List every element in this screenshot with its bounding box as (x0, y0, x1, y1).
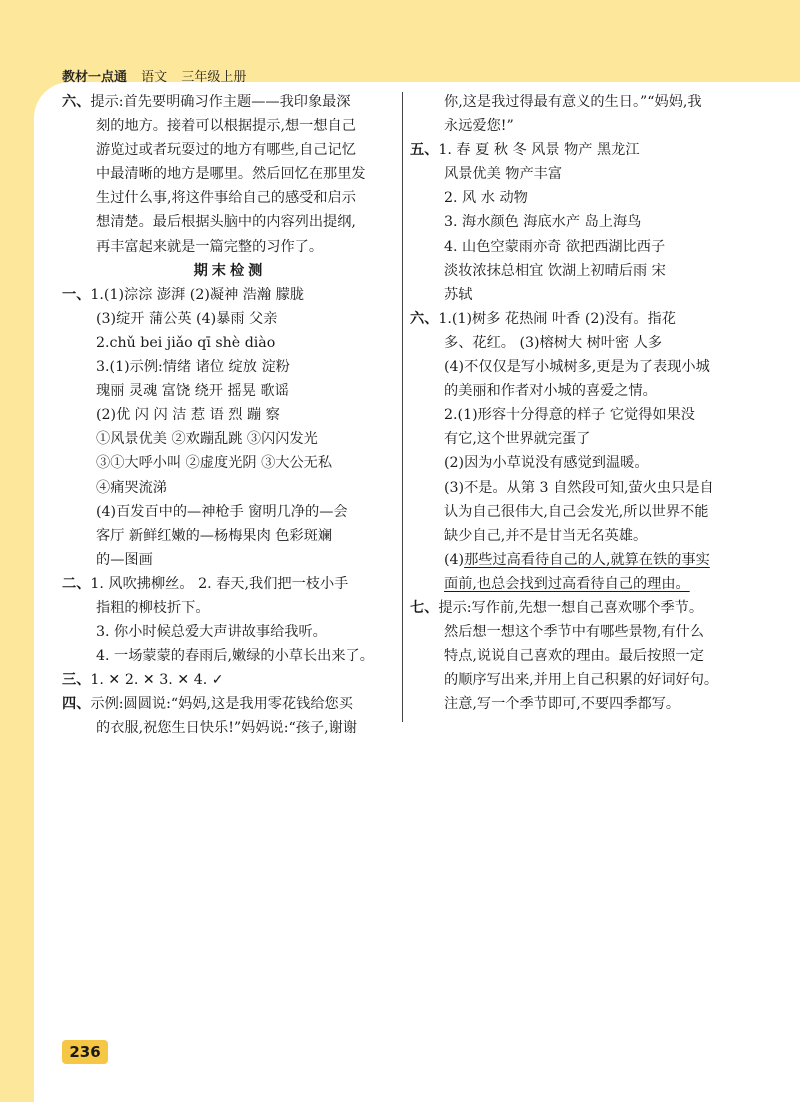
answer-line: 的顺序写出来,并用上自己积累的好词好句。 (444, 672, 719, 689)
answer-line: 有它,这个世界就完蛋了 (444, 431, 591, 448)
answer-line: 3.(1)示例:情绪 诸位 绽放 淀粉 (96, 359, 290, 376)
right-column (410, 90, 744, 716)
answer-line: 2.chǔ bei jiǎo qī shè diào (96, 334, 276, 351)
answer-line: (2)因为小草说没有感觉到温暖。 (444, 455, 649, 472)
answer-line: 3. 海水颜色 海底水产 岛上海鸟 (444, 214, 642, 231)
answer-line: 风景优美 物产丰富 (444, 166, 563, 183)
answer-line: ④痛哭流涕 (96, 479, 167, 496)
page-number: 236 (62, 1040, 108, 1064)
answer-line: (4)不仅仅是写小城树多,更是为了表现小城 (444, 359, 710, 376)
answer-line: 认为自己很伟大,自己会发光,所以世界不能 (444, 503, 709, 520)
question-label: 三、 (62, 672, 91, 689)
grade-label: 三年级上册 (181, 70, 247, 85)
subject-label: 语文 (141, 70, 168, 85)
question-label: 七、 (410, 599, 439, 616)
answer-line: 3. 你小时候总爱大声讲故事给我听。 (96, 624, 327, 641)
answer-line: 4. 一场蒙蒙的春雨后,嫩绿的小草长出来了。 (96, 648, 374, 665)
question-label: 六、 (62, 94, 91, 110)
answer-line: 2.(1)形容十分得意的样子 它觉得如果没 (444, 407, 695, 424)
answer-line: ①风景优美 ②欢蹦乱跳 ③闪闪发光 (96, 431, 318, 448)
answer-line: 永远爱您!” (444, 118, 514, 135)
answer-line: 的美丽和作者对小城的喜爱之情。 (444, 383, 657, 400)
answer-line: 五、1. 春 夏 秋 冬 风景 物产 黑龙江 (410, 142, 640, 159)
question-label: 五、 (410, 142, 439, 159)
answer-line: 六、提示:首先要明确习作主题——我印象最深 (62, 94, 351, 110)
answer-line: 淡妆浓抹总相宜 饮湖上初晴后雨 宋 (444, 262, 666, 279)
answer-line: 想清楚。最后根据头脑中的内容列出提纲, (96, 214, 356, 231)
answer-line: 4. 山色空蒙雨亦奇 欲把西湖比西子 (444, 238, 666, 255)
section-title: 期末检测 (193, 262, 267, 279)
answer-line: 你,这是我过得最有意义的生日。”“妈妈,我 (444, 94, 702, 110)
answer-line: 的—图画 (96, 551, 153, 568)
question-label: 四、 (62, 696, 91, 713)
column-divider (402, 92, 403, 722)
underlined-answer-line: (4)那些过高看待自己的人,就算在铁的事实 (444, 551, 710, 568)
answer-line: ③①大呼小叫 ②虚度光阴 ③大公无私 (96, 455, 333, 472)
answer-line: 游览过或者玩耍过的地方有哪些,自己记忆 (96, 142, 356, 159)
answer-line: 客厅 新鲜红嫩的—杨梅果肉 色彩斑斓 (96, 527, 333, 544)
answer-line: 2. 风 水 动物 (444, 190, 528, 207)
book-title: 教材一点通 (62, 70, 128, 85)
answer-line: 缺少自己,并不是甘当无名英雄。 (444, 527, 648, 544)
underlined-answer-line: 面前,也总会找到过高看待自己的理由。 (444, 575, 690, 592)
answer-line: 二、1. 风吹拂柳丝。 2. 春天,我们把一枝小手 (62, 575, 349, 592)
question-label: 二、 (62, 575, 91, 592)
answer-line: 一、1.(1)淙淙 澎湃 (2)凝神 浩瀚 朦胧 (62, 286, 305, 303)
answer-line: 然后想一想这个季节中有哪些景物,有什么 (444, 624, 704, 641)
answer-line: 四、示例:圆圆说:“妈妈,这是我用零花钱给您买 (62, 696, 353, 713)
answer-line: 苏轼 (444, 286, 473, 303)
left-column (62, 90, 398, 741)
answer-line: 六、1.(1)树多 花热闹 叶香 (2)没有。指花 (410, 310, 676, 327)
answer-line: 再丰富起来就是一篇完整的习作了。 (96, 238, 324, 255)
answer-line: 多、花红。 (3)榕树大 树叶密 人多 (444, 334, 663, 351)
answer-line: 指粗的柳枝折下。 (96, 599, 210, 616)
answer-line: (3)绽开 蒲公英 (4)暴雨 父亲 (96, 310, 278, 327)
answer-line: 注意,写一个季节即可,不要四季都写。 (444, 696, 681, 713)
answer-line: (2)优 闪 闪 洁 惹 语 烈 蹦 察 (96, 407, 280, 424)
running-header (62, 66, 256, 85)
answer-line: 瑰丽 灵魂 富饶 绕开 摇晃 歌谣 (96, 383, 289, 400)
answer-line: 七、提示:写作前,先想一想自己喜欢哪个季节。 (410, 599, 704, 616)
answer-line: 的衣服,祝您生日快乐!”妈妈说:“孩子,谢谢 (96, 720, 358, 737)
question-label: 六、 (410, 310, 439, 327)
answer-line: 三、1. ✕ 2. ✕ 3. ✕ 4. ✓ (62, 672, 224, 689)
answer-line: 生过什么事,将这件事给自己的感受和启示 (96, 190, 356, 207)
answer-line: 中最清晰的地方是哪里。然后回忆在那里发 (96, 166, 366, 183)
question-label: 一、 (62, 286, 91, 303)
answer-line: (4)百发百中的—神枪手 窗明几净的—会 (96, 503, 348, 520)
answer-line: (3)不是。从第 3 自然段可知,萤火虫只是自 (444, 479, 714, 496)
answer-line: 刻的地方。接着可以根据提示,想一想自己 (96, 118, 356, 135)
answer-line: 特点,说说自己喜欢的理由。最后按照一定 (444, 648, 704, 665)
